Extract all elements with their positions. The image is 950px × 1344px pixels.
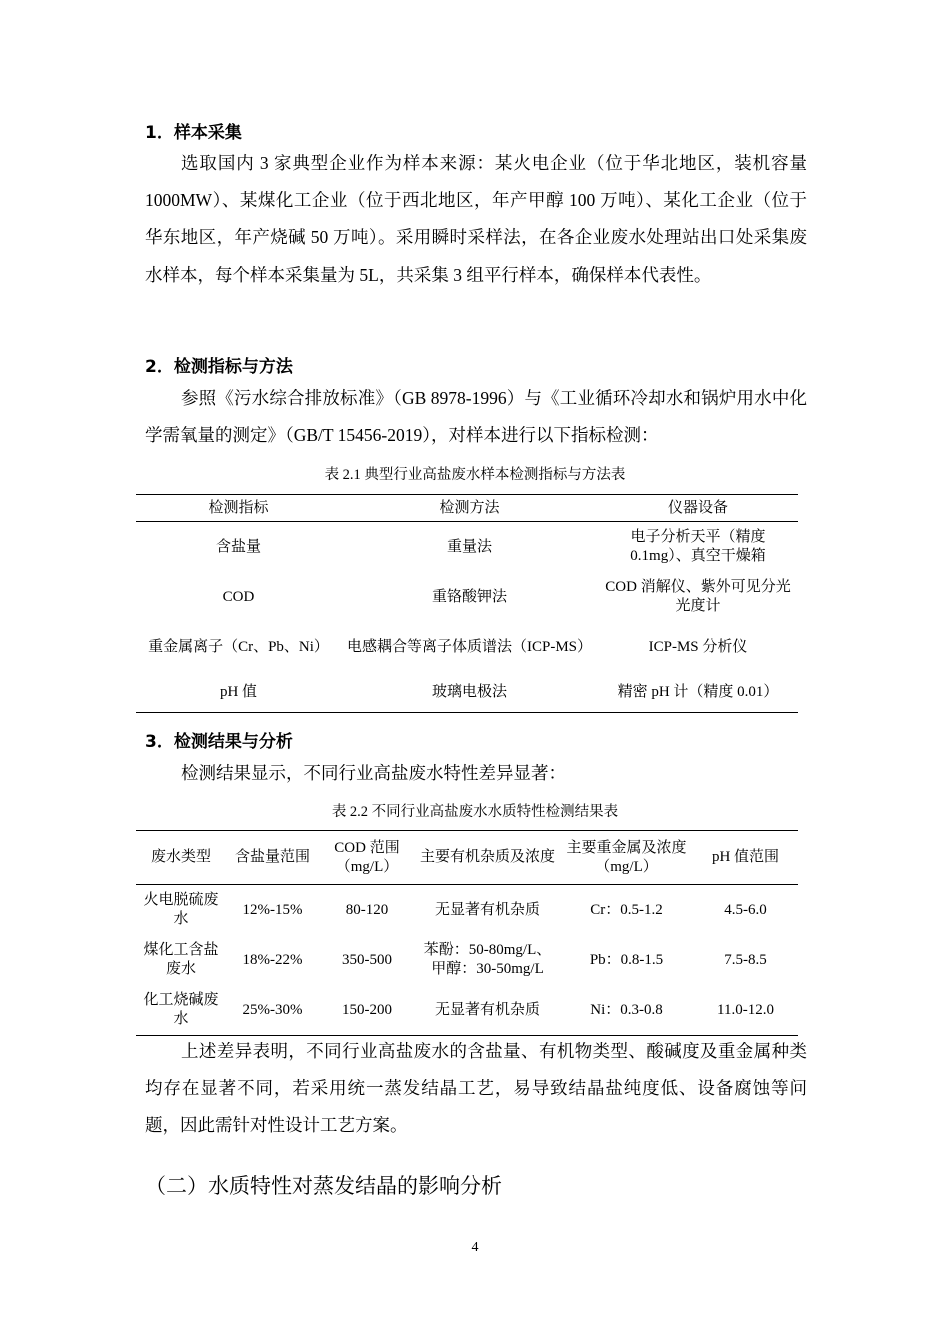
- table-cell: 重金属离子（Cr、Pb、Ni）: [148, 638, 329, 655]
- table-cell: 150-200: [342, 1001, 392, 1018]
- table-row: [136, 935, 798, 985]
- subsection-title: （二）水质特性对蒸发结晶的影响分析: [145, 1174, 502, 1198]
- table-cell: Ni：0.3-0.8: [590, 1001, 663, 1018]
- table-header-row: [136, 495, 798, 522]
- table-cell: 化工烧碱废水: [143, 992, 219, 1027]
- table-header-cell: pH 值范围: [693, 831, 798, 885]
- paragraph-conclusion: 上述差异表明，不同行业高盐废水的含盐量、有机物类型、酸碱度及重金属种类均存在显著不同，若采用统一蒸发结晶工艺，易导致结晶盐纯度低、设备腐蚀等问题，因此需针对性设计工艺方案。: [145, 1041, 807, 1136]
- section-heading-methods: 2．检测指标与方法: [145, 357, 293, 377]
- table-cell: pH 值: [219, 683, 258, 700]
- table-cell: COD: [222, 588, 255, 605]
- table-header-cell: 检测方法: [341, 495, 598, 522]
- paragraph-sampling: 选取国内 3 家典型企业作为样本来源：某火电企业（位于华北地区，装机容量 1000MW）、某煤化工企业（位于西北地区，年产甲醇 100 万吨）、某化工企业（位于华东地区，年产烧碱 50 万吨）。采用瞬时采样法，在各企业废水处理站出口处采集废水样本，每个样本采集量为 5L，共采集 3 组平行样本，确保样本代表性。: [145, 153, 807, 285]
- table-cell: 80-120: [345, 901, 389, 918]
- section-heading-sampling: 1．样本采集: [145, 123, 242, 143]
- table-cell: 25%-30%: [242, 1001, 303, 1018]
- table-cell: 重铬酸钾法: [431, 588, 507, 605]
- table-cell: 350-500: [342, 951, 392, 968]
- table-cell: 12%-15%: [242, 901, 303, 918]
- table-row: [136, 572, 798, 622]
- table-cell: 电子分析天平（精度 0.1mg）、真空干燥箱: [630, 529, 766, 564]
- table-cell: 无显著有机杂质: [434, 1001, 540, 1018]
- table-cell: 火电脱硫废水: [143, 892, 219, 927]
- detection-methods-table: [136, 494, 798, 713]
- table-header-cell: 主要重金属及浓度（mg/L）: [560, 831, 693, 885]
- table-header-cell: 检测指标: [136, 495, 341, 522]
- table2-caption: 表 2.2 不同行业高盐废水水质特性检测结果表: [331, 804, 619, 820]
- table-cell: 11.0-12.0: [717, 1001, 774, 1018]
- table-cell: 煤化工含盐废水: [143, 942, 219, 977]
- paragraph-results: 检测结果显示，不同行业高盐废水特性差异显著：: [181, 763, 566, 783]
- table-row: [136, 985, 798, 1036]
- table-row: [136, 522, 798, 573]
- table-cell: Pb：0.8-1.5: [589, 951, 664, 968]
- table-cell: ICP-MS 分析仪: [648, 638, 748, 655]
- table-cell: 精密 pH 计（精度 0.01）: [617, 683, 779, 700]
- table1-caption: 表 2.1 典型行业高盐废水样本检测指标与方法表: [324, 467, 626, 483]
- table-cell: 7.5-8.5: [724, 951, 767, 968]
- table-cell: 电感耦合等离子体质谱法（ICP-MS）: [346, 638, 593, 655]
- table-row: [136, 622, 798, 672]
- water-quality-results-table: [136, 830, 798, 1036]
- table-cell: Cr：0.5-1.2: [590, 901, 663, 918]
- table-header-cell: 主要有机杂质及浓度: [415, 831, 560, 885]
- table-cell: 4.5-6.0: [724, 901, 767, 918]
- page-number: 4: [471, 1240, 479, 1255]
- table-cell: 玻璃电极法: [431, 683, 507, 700]
- table-row: [136, 672, 798, 713]
- paragraph-methods: 参照《污水综合排放标准》（GB 8978-1996）与《工业循环冷却水和锅炉用水中化学需氧量的测定》（GB/T 15456-2019），对样本进行以下指标检测：: [145, 388, 807, 446]
- table-header-cell: 含盐量范围: [226, 831, 319, 885]
- table-cell: 重量法: [446, 538, 492, 555]
- table-cell: 18%-22%: [242, 951, 303, 968]
- section-heading-results: 3．检测结果与分析: [145, 732, 293, 752]
- table-cell: 含盐量: [215, 538, 261, 555]
- table-header-cell: 废水类型: [136, 831, 226, 885]
- table-header-cell: COD 范围（mg/L）: [319, 831, 415, 885]
- table-cell: 无显著有机杂质: [434, 901, 540, 918]
- table-row: [136, 885, 798, 936]
- table-header-row: [136, 831, 798, 885]
- table-cell: 苯酚：50-80mg/L、甲醇：30-50mg/L: [423, 942, 552, 977]
- table-header-cell: 仪器设备: [598, 495, 798, 522]
- table-cell: COD 消解仪、紫外可见分光光度计: [605, 579, 791, 614]
